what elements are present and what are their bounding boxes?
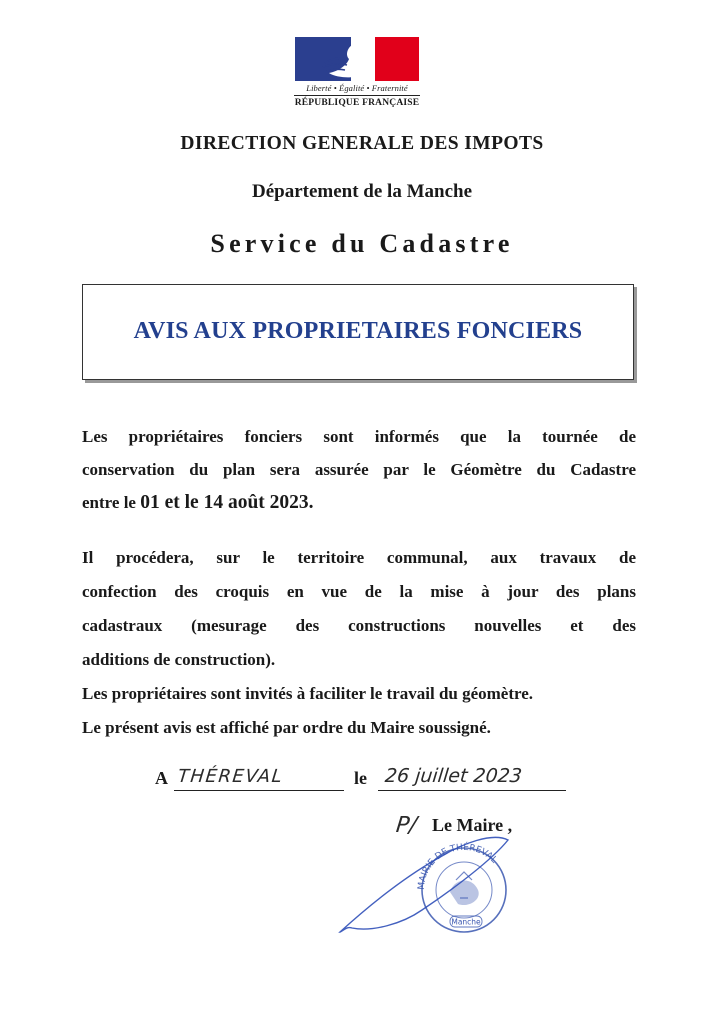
notice-title-box [82, 284, 634, 380]
notice-title: AVIS AUX PROPRIETAIRES FONCIERS [133, 318, 583, 344]
paragraph-posting-order: Le présent avis est affiché par ordre du Maire soussigné. [82, 718, 491, 737]
marianne-flag-icon [295, 37, 419, 81]
date-blank-line [378, 790, 566, 791]
handwritten-place: THÉREVAL [176, 766, 285, 787]
republique-francaise: RÉPUBLIQUE FRANÇAISE [294, 98, 420, 108]
paragraph-works [82, 541, 636, 745]
marianne-logo [294, 37, 420, 108]
p2-line-1: Il procédera, sur le territoire communal, aux travaux de [82, 548, 636, 567]
p1-line-3 [82, 486, 636, 519]
stamp-subtext: Manche [451, 917, 481, 927]
direction-heading: DIRECTION GENERALE DES IMPOTS [180, 133, 544, 154]
p1-line-2: conservation du plan sera assurée par le Géomètre du Cadastre [82, 460, 636, 479]
p1-line-3-prefix: entre le [82, 493, 141, 512]
p2-line-4: additions de construction). [82, 650, 276, 669]
service-heading: Service du Cadastre [210, 229, 514, 258]
paragraph-tour-dates [82, 420, 636, 519]
republic-motto: Liberté • Égalité • Fraternité [294, 83, 420, 96]
place-blank-line [174, 790, 344, 791]
handwritten-date: 26 juillet 2023 [383, 765, 524, 787]
tour-date-range: 01 et le 14 août 2023. [140, 492, 314, 513]
p2-line-3: cadastraux (mesurage des constructions nouvelles et des [82, 616, 636, 635]
mayor-stamp-and-signature [332, 820, 532, 935]
place-label: A [155, 768, 168, 788]
p2-line-2: confection des croquis en vue de la mise à jour des plans [82, 582, 636, 601]
p1-line-1: Les propriétaires fonciers sont informés que la tournée de [82, 427, 636, 446]
paragraph-invitation: Les propriétaires sont invités à faciliter le travail du géomètre. [82, 684, 534, 703]
stamp-text: MAIRIE DE THÉREVAL [416, 842, 499, 891]
date-label: le [354, 768, 367, 788]
mayor-label: Le Maire , [432, 815, 513, 835]
handwritten-pp: P/ [394, 813, 419, 838]
stamp-seal-icon [417, 841, 506, 932]
department-heading: Département de la Manche [251, 181, 473, 202]
